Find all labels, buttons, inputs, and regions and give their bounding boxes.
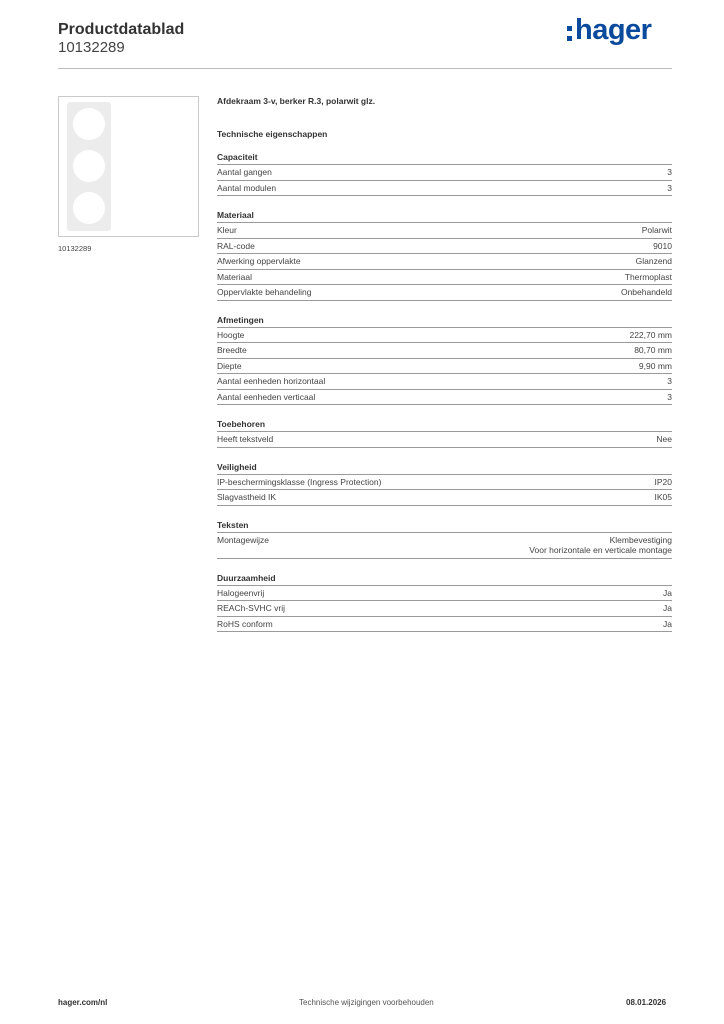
spec-value [642, 225, 672, 236]
spec-value [653, 241, 672, 252]
spec-section [217, 462, 672, 506]
spec-label: Aantal eenheden horizontaal [217, 376, 326, 386]
spec-label: IP-beschermingsklasse (Ingress Protection) [217, 476, 382, 487]
spec-value [634, 345, 672, 356]
spec-label: Heeft tekstveld [217, 434, 274, 444]
spec-label: Slagvastheid IK [217, 492, 277, 502]
spec-row [217, 533, 672, 559]
spec-value [655, 477, 673, 488]
spec-value [667, 392, 672, 403]
spec-label: Kleur [217, 225, 237, 235]
spec-value-line: Ja [663, 618, 672, 629]
spec-row [217, 359, 672, 375]
spec-value-line: Nee [656, 434, 672, 444]
spec-value-line: Polarwit [641, 225, 672, 235]
spec-row [217, 432, 672, 448]
spec-value-line: Klembevestiging [609, 534, 672, 545]
spec-value-line: 3 [667, 167, 672, 177]
spec-row [217, 181, 672, 197]
spec-label: Montagewijze [217, 534, 269, 545]
spec-row [217, 390, 672, 406]
spec-value [667, 183, 672, 194]
header-divider [58, 68, 672, 69]
spec-value [621, 287, 672, 298]
tech-properties-heading: Technische eigenschappen [217, 129, 328, 139]
spec-value [529, 535, 672, 556]
spec-value-line: 9,90 mm [638, 360, 672, 371]
spec-label: RoHS conform [217, 618, 273, 629]
spec-value-line: 80,70 mm [634, 345, 672, 355]
spec-label: RAL-code [217, 240, 255, 251]
section-title: Capaciteit [217, 152, 672, 165]
spec-value [656, 434, 672, 445]
logo-colon-icon [567, 26, 572, 41]
spec-value-line: Ja [663, 587, 672, 598]
spec-sections [217, 152, 672, 632]
spec-value-line: Thermoplast [624, 271, 672, 282]
footer-disclaimer: Technische wijzigingen voorbehouden [299, 998, 434, 1007]
spec-value-line: IK05 [654, 492, 672, 502]
section-title: Veiligheid [217, 462, 672, 475]
spec-value [639, 361, 672, 372]
spec-label: Afwerking oppervlakte [217, 256, 301, 266]
spec-value-line: 3 [667, 182, 672, 193]
product-number: 10132289 [58, 39, 125, 56]
spec-row [217, 223, 672, 239]
spec-value [663, 619, 672, 630]
spec-row [217, 343, 672, 359]
section-title: Teksten [217, 520, 672, 533]
spec-row [217, 328, 672, 344]
spec-value [667, 167, 672, 178]
frame-opening [73, 108, 105, 140]
section-title: Afmetingen [217, 315, 672, 328]
spec-value [629, 330, 672, 341]
spec-row [217, 270, 672, 286]
spec-label: Halogeenvrij [217, 587, 265, 598]
spec-section [217, 419, 672, 448]
spec-row [217, 586, 672, 602]
section-title: Toebehoren [217, 419, 672, 432]
spec-label: Oppervlakte behandeling [217, 287, 312, 297]
spec-section [217, 315, 672, 406]
spec-label: Aantal modulen [217, 182, 277, 193]
spec-section [217, 520, 672, 559]
spec-value-line: 3 [667, 391, 672, 402]
page-title: Productdatablad [58, 21, 185, 38]
frame-opening [73, 192, 105, 224]
spec-label: Breedte [217, 345, 247, 355]
spec-section [217, 210, 672, 301]
spec-label: Hoogte [217, 329, 245, 340]
spec-value [636, 256, 672, 267]
spec-row [217, 475, 672, 491]
section-title: Materiaal [217, 210, 672, 223]
spec-value-line: 3 [667, 376, 672, 386]
spec-label: Materiaal [217, 271, 252, 282]
spec-row [217, 617, 672, 633]
spec-value [663, 603, 672, 614]
spec-section [217, 152, 672, 196]
spec-row [217, 490, 672, 506]
spec-row [217, 285, 672, 301]
image-caption: 10132289 [58, 244, 92, 253]
spec-row [217, 601, 672, 617]
spec-value-line: Voor horizontale en verticale montage [529, 545, 672, 555]
spec-row [217, 165, 672, 181]
frame-icon [67, 102, 111, 231]
product-image [58, 96, 199, 237]
section-title: Duurzaamheid [217, 573, 672, 586]
spec-content [217, 96, 672, 632]
spec-row [217, 254, 672, 270]
product-title: Afdekraam 3-v, berker R.3, polarwit glz. [217, 96, 376, 106]
frame-opening [73, 150, 105, 182]
hager-logo [567, 14, 651, 47]
spec-value-line: Glanzend [635, 256, 672, 266]
spec-row [217, 239, 672, 255]
spec-value-line: 9010 [653, 240, 672, 251]
spec-value [667, 376, 672, 387]
spec-value-line: 222,70 mm [629, 329, 672, 340]
spec-row [217, 374, 672, 390]
spec-value-line: Ja [663, 603, 672, 613]
spec-value [655, 492, 673, 503]
logo-text: hager [575, 14, 652, 46]
spec-value [625, 272, 672, 283]
footer-date: 08.01.2026 [626, 998, 667, 1007]
spec-value [663, 588, 672, 599]
spec-value-line: IP20 [654, 476, 672, 487]
spec-label: REACh-SVHC vrij [217, 603, 286, 613]
spec-label: Diepte [217, 360, 242, 371]
spec-label: Aantal gangen [217, 167, 272, 177]
spec-label: Aantal eenheden verticaal [217, 391, 316, 402]
spec-section [217, 573, 672, 633]
footer-website: hager.com/nl [58, 998, 108, 1007]
spec-value-line: Onbehandeld [620, 287, 672, 297]
